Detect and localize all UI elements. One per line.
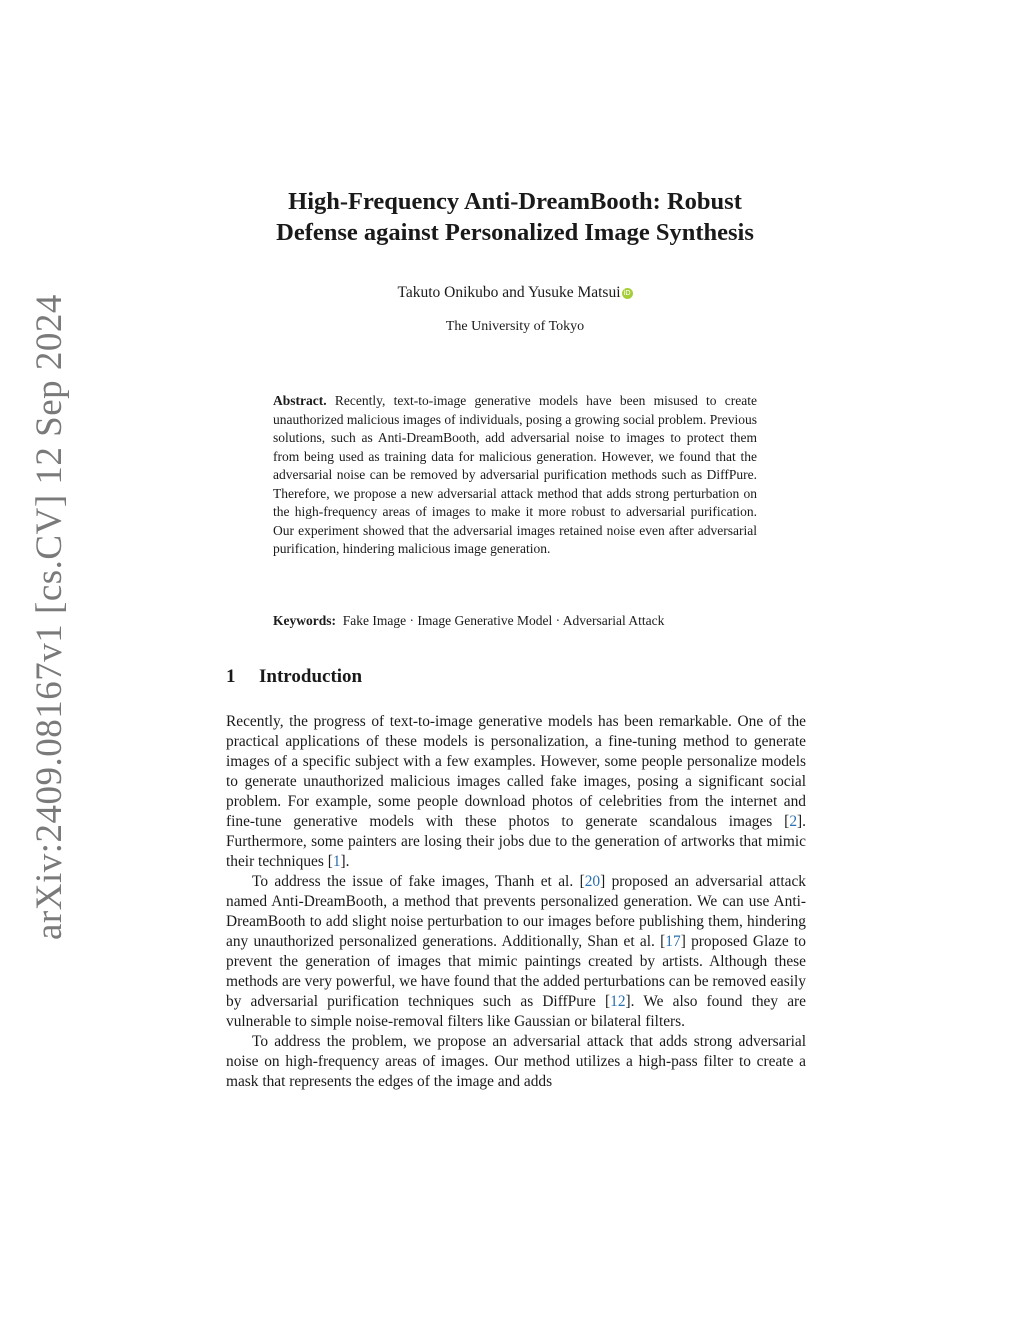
author-names: Takuto Onikubo and Yusuke Matsui (397, 284, 621, 301)
citation-link[interactable]: 20 (584, 873, 601, 890)
title-line-1: High-Frequency Anti-DreamBooth: Robust (288, 188, 742, 215)
paragraph-1-text-a: Recently, the progress of text-to-image generative models has been remarkable. One of the practical applications of these models is personalization, a fine-tuning method to generate images of a specific subject with a few examples. However, some people personalize models to generate unauthorized malicious images called fake images, posing a significant social problem. For example, some people download photos of celebrities from the internet and fine-tune generative models with these photos to generate scandalous images [ (226, 713, 806, 830)
citation-link[interactable]: 1 (332, 853, 341, 870)
authors (200, 284, 830, 302)
abstract (273, 392, 757, 559)
paragraph-1-text-b: ]. Furthermore, some painters are losing their jobs due to the generation of artworks that mimic their techniques [ (226, 813, 806, 870)
paragraph-3 (226, 1032, 806, 1092)
paragraph-2-text-d: ]. We also found they are vulnerable to simple noise-removal filters like Gaussian or bilateral filters. (226, 993, 806, 1030)
affiliation: The University of Tokyo (445, 319, 585, 334)
keywords-text: Fake Image · Image Generative Model · Adversarial Attack (342, 613, 665, 628)
paragraph-2-text-a: To address the issue of fake images, Thanh et al. [ (252, 873, 585, 890)
abstract-label: Abstract. (273, 393, 327, 408)
citation-link[interactable]: 2 (789, 813, 798, 830)
section-number: 1 (226, 666, 236, 687)
paragraph-2 (226, 872, 806, 1032)
paper-title (200, 186, 830, 248)
keywords (273, 612, 757, 631)
orcid-icon[interactable]: iD (623, 289, 631, 297)
introduction-body (226, 712, 806, 1092)
paragraph-2-text-b: ] proposed an adversarial attack named Anti-DreamBooth, a method that prevents personalized generation. We can use Anti-DreamBooth to add slight noise perturbation to our images before publishing them, hindering any unauthorized personalized generations. Additionally, Shan et al. [ (226, 873, 806, 950)
paragraph-1-text-c: ]. (340, 853, 350, 870)
abstract-text: Recently, text-to-image generative models have been misused to create unauthorized malicious images of individuals, posing a growing social problem. Previous solutions, such as Anti-DreamBooth, add adversarial noise to images to protect them from being used as training data for malicious generation. However, we found that the adversarial noise can be removed by adversarial purification methods such as DiffPure. Therefore, we propose a new adversarial attack method that adds strong perturbation on the high-frequency areas of images to make it more robust to adversarial purification. Our experiment showed that the adversarial images retained noise even after adversarial purification, hindering malicious image generation. (273, 393, 757, 556)
arxiv-identifier-stamp: arXiv:2409.08167v1 [cs.CV] 12 Sep 2024 (29, 294, 70, 940)
section-heading-introduction (226, 666, 806, 688)
title-line-2: Defense against Personalized Image Synthesis (276, 219, 754, 246)
paragraph-1 (226, 712, 806, 872)
paragraph-3-text-a: To address the problem, we propose an adversarial attack that adds strong adversarial noise on high-frequency areas of images. Our method utilizes a high-pass filter to create a mask that represents the edges of the image and adds (226, 1033, 806, 1090)
keywords-label: Keywords: (273, 613, 336, 628)
citation-link[interactable]: 17 (665, 933, 681, 950)
paragraph-2-text-c: ] proposed Glaze to prevent the generation of images that mimic paintings created by artists. Although these methods are very powerful, we have found that the added perturbations can be removed easily by adversarial purification techniques such as DiffPure [ (226, 933, 806, 1010)
section-title: Introduction (259, 666, 363, 687)
citation-link[interactable]: 12 (610, 993, 626, 1010)
